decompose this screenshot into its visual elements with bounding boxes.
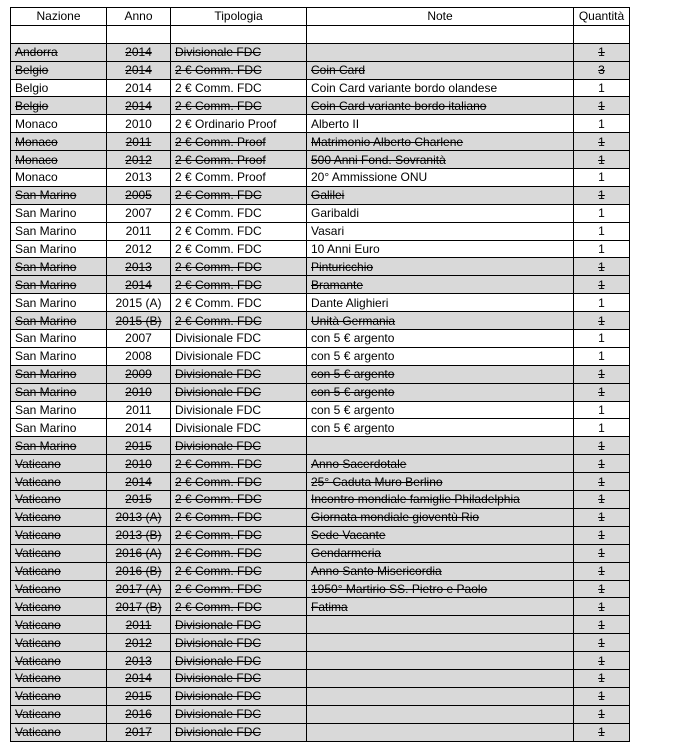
table-row: [11, 473, 630, 491]
cell-quantita: 1: [574, 544, 630, 562]
cell-nazione: Vaticano: [11, 508, 107, 526]
cell-nazione: San Marino: [11, 312, 107, 330]
cell-tipologia: 2 € Comm. FDC: [171, 186, 307, 204]
cell-note: Coin Card variante bordo italiano: [307, 97, 574, 115]
cell-note: [307, 25, 574, 43]
cell-nazione: San Marino: [11, 240, 107, 258]
cell-nazione: San Marino: [11, 186, 107, 204]
cell-nazione: San Marino: [11, 347, 107, 365]
cell-tipologia: Divisionale FDC: [171, 401, 307, 419]
cell-nazione: San Marino: [11, 401, 107, 419]
cell-anno: 2016: [107, 705, 171, 723]
cell-nazione: San Marino: [11, 419, 107, 437]
table-row: [11, 330, 630, 348]
cell-anno: 2007: [107, 330, 171, 348]
header-anno: Anno: [107, 8, 171, 26]
header-quantita: Quantità: [574, 8, 630, 26]
table-row: [11, 455, 630, 473]
cell-tipologia: Divisionale FDC: [171, 383, 307, 401]
table-row: [11, 294, 630, 312]
cell-tipologia: 2 € Comm. FDC: [171, 580, 307, 598]
cell-anno: 2014: [107, 43, 171, 61]
table-row: [11, 437, 630, 455]
cell-note: 20° Ammissione ONU: [307, 169, 574, 187]
cell-nazione: San Marino: [11, 276, 107, 294]
cell-anno: 2013: [107, 258, 171, 276]
cell-quantita: 1: [574, 365, 630, 383]
table-row: [11, 669, 630, 687]
cell-quantita: 1: [574, 276, 630, 294]
cell-note: [307, 669, 574, 687]
cell-nazione: Vaticano: [11, 473, 107, 491]
cell-anno: 2011: [107, 616, 171, 634]
cell-note: Garibaldi: [307, 204, 574, 222]
cell-anno: 2014: [107, 419, 171, 437]
cell-nazione: Vaticano: [11, 562, 107, 580]
table-row: [11, 616, 630, 634]
cell-nazione: San Marino: [11, 294, 107, 312]
cell-note: Giornata mondiale gioventù Rio: [307, 508, 574, 526]
table-row: [11, 186, 630, 204]
cell-note: 10 Anni Euro: [307, 240, 574, 258]
cell-note: con 5 € argento: [307, 330, 574, 348]
cell-anno: 2012: [107, 240, 171, 258]
cell-tipologia: 2 € Comm. FDC: [171, 61, 307, 79]
cell-note: Vasari: [307, 222, 574, 240]
cell-tipologia: 2 € Comm. FDC: [171, 294, 307, 312]
cell-anno: 2013 (B): [107, 526, 171, 544]
table-row: [11, 687, 630, 705]
cell-quantita: 1: [574, 97, 630, 115]
cell-anno: 2007: [107, 204, 171, 222]
cell-note: [307, 43, 574, 61]
cell-quantita: 1: [574, 151, 630, 169]
cell-quantita: 1: [574, 294, 630, 312]
cell-quantita: 1: [574, 437, 630, 455]
cell-note: Anno Santo Misericordia: [307, 562, 574, 580]
cell-quantita: 1: [574, 723, 630, 741]
cell-tipologia: Divisionale FDC: [171, 687, 307, 705]
cell-quantita: 1: [574, 43, 630, 61]
cell-nazione: Vaticano: [11, 598, 107, 616]
cell-note: [307, 652, 574, 670]
cell-tipologia: 2 € Comm. FDC: [171, 204, 307, 222]
table-row: [11, 79, 630, 97]
cell-quantita: 1: [574, 705, 630, 723]
cell-note: [307, 723, 574, 741]
cell-note: 500 Anni Fond. Sovranità: [307, 151, 574, 169]
cell-quantita: 1: [574, 347, 630, 365]
cell-anno: 2014: [107, 669, 171, 687]
cell-tipologia: Divisionale FDC: [171, 669, 307, 687]
cell-anno: 2012: [107, 151, 171, 169]
cell-note: con 5 € argento: [307, 419, 574, 437]
cell-anno: 2010: [107, 383, 171, 401]
cell-nazione: San Marino: [11, 330, 107, 348]
cell-nazione: San Marino: [11, 437, 107, 455]
cell-anno: 2014: [107, 61, 171, 79]
cell-anno: 2015: [107, 687, 171, 705]
table-row: [11, 544, 630, 562]
cell-anno: 2010: [107, 455, 171, 473]
cell-quantita: [574, 25, 630, 43]
table-row: [11, 240, 630, 258]
cell-note: Fatima: [307, 598, 574, 616]
table-row: [11, 652, 630, 670]
cell-note: Galilei: [307, 186, 574, 204]
table-row: [11, 43, 630, 61]
cell-tipologia: Divisionale FDC: [171, 723, 307, 741]
cell-tipologia: 2 € Comm. FDC: [171, 473, 307, 491]
table-row: [11, 723, 630, 741]
cell-quantita: 1: [574, 330, 630, 348]
cell-note: 1950° Martirio SS. Pietro e Paolo: [307, 580, 574, 598]
table-body: [11, 25, 630, 741]
cell-quantita: 1: [574, 598, 630, 616]
coin-inventory-table: [10, 7, 630, 742]
table-row: [11, 401, 630, 419]
cell-quantita: 1: [574, 473, 630, 491]
cell-nazione: Belgio: [11, 79, 107, 97]
table-row: [11, 526, 630, 544]
cell-quantita: 1: [574, 222, 630, 240]
cell-tipologia: Divisionale FDC: [171, 616, 307, 634]
table-row: [11, 169, 630, 187]
cell-nazione: Belgio: [11, 61, 107, 79]
cell-tipologia: 2 € Comm. Proof: [171, 151, 307, 169]
cell-nazione: Vaticano: [11, 634, 107, 652]
cell-quantita: 3: [574, 61, 630, 79]
cell-note: con 5 € argento: [307, 347, 574, 365]
cell-anno: 2014: [107, 473, 171, 491]
cell-tipologia: 2 € Comm. FDC: [171, 258, 307, 276]
cell-tipologia: 2 € Comm. FDC: [171, 312, 307, 330]
cell-nazione: Vaticano: [11, 455, 107, 473]
cell-note: Sede Vacante: [307, 526, 574, 544]
table-row: [11, 580, 630, 598]
table-row: [11, 508, 630, 526]
header-tipologia: Tipologia: [171, 8, 307, 26]
cell-anno: 2015 (A): [107, 294, 171, 312]
table-row: [11, 312, 630, 330]
cell-tipologia: 2 € Comm. FDC: [171, 276, 307, 294]
cell-anno: 2012: [107, 634, 171, 652]
cell-nazione: Vaticano: [11, 687, 107, 705]
cell-tipologia: Divisionale FDC: [171, 330, 307, 348]
cell-quantita: 1: [574, 669, 630, 687]
cell-quantita: 1: [574, 115, 630, 133]
cell-tipologia: 2 € Comm. FDC: [171, 240, 307, 258]
cell-tipologia: Divisionale FDC: [171, 652, 307, 670]
cell-tipologia: Divisionale FDC: [171, 43, 307, 61]
cell-quantita: 1: [574, 652, 630, 670]
table-row: [11, 115, 630, 133]
cell-quantita: 1: [574, 258, 630, 276]
table-row: [11, 562, 630, 580]
cell-note: Dante Alighieri: [307, 294, 574, 312]
cell-quantita: 1: [574, 240, 630, 258]
cell-quantita: 1: [574, 401, 630, 419]
cell-tipologia: Divisionale FDC: [171, 705, 307, 723]
cell-anno: 2015: [107, 437, 171, 455]
table-row: [11, 204, 630, 222]
cell-note: [307, 705, 574, 723]
cell-nazione: [11, 25, 107, 43]
cell-anno: 2013: [107, 169, 171, 187]
cell-note: Gendarmeria: [307, 544, 574, 562]
cell-quantita: 1: [574, 169, 630, 187]
cell-note: Unità Germania: [307, 312, 574, 330]
cell-quantita: 1: [574, 79, 630, 97]
cell-anno: 2005: [107, 186, 171, 204]
table-row: [11, 705, 630, 723]
cell-nazione: Monaco: [11, 133, 107, 151]
cell-note: Incontro mondiale famiglie Philadelphia: [307, 491, 574, 509]
cell-tipologia: 2 € Comm. FDC: [171, 598, 307, 616]
cell-nazione: Belgio: [11, 97, 107, 115]
cell-tipologia: 2 € Comm. FDC: [171, 79, 307, 97]
cell-tipologia: Divisionale FDC: [171, 347, 307, 365]
cell-anno: 2014: [107, 79, 171, 97]
cell-nazione: Monaco: [11, 169, 107, 187]
cell-nazione: Andorra: [11, 43, 107, 61]
cell-anno: 2009: [107, 365, 171, 383]
table-row: [11, 276, 630, 294]
cell-quantita: 1: [574, 580, 630, 598]
cell-anno: 2014: [107, 276, 171, 294]
cell-nazione: San Marino: [11, 383, 107, 401]
cell-nazione: Vaticano: [11, 491, 107, 509]
cell-anno: 2017: [107, 723, 171, 741]
cell-note: 25° Caduta Muro Berlino: [307, 473, 574, 491]
cell-note: [307, 437, 574, 455]
cell-anno: 2016 (A): [107, 544, 171, 562]
cell-anno: 2011: [107, 401, 171, 419]
cell-anno: 2013: [107, 652, 171, 670]
cell-quantita: 1: [574, 491, 630, 509]
cell-note: Pinturicchio: [307, 258, 574, 276]
cell-nazione: San Marino: [11, 365, 107, 383]
table-row: [11, 25, 630, 43]
cell-anno: 2013 (A): [107, 508, 171, 526]
cell-note: [307, 687, 574, 705]
cell-nazione: Vaticano: [11, 580, 107, 598]
cell-note: Anno Sacerdotale: [307, 455, 574, 473]
cell-anno: 2011: [107, 133, 171, 151]
cell-quantita: 1: [574, 687, 630, 705]
cell-anno: 2008: [107, 347, 171, 365]
cell-nazione: Monaco: [11, 151, 107, 169]
table-row: [11, 133, 630, 151]
header-note: Note: [307, 8, 574, 26]
cell-note: Coin Card: [307, 61, 574, 79]
cell-anno: 2015: [107, 491, 171, 509]
table-row: [11, 258, 630, 276]
table-row: [11, 347, 630, 365]
table-row: [11, 419, 630, 437]
cell-tipologia: 2 € Comm. FDC: [171, 544, 307, 562]
cell-anno: 2011: [107, 222, 171, 240]
cell-nazione: Vaticano: [11, 723, 107, 741]
cell-quantita: 1: [574, 526, 630, 544]
cell-tipologia: 2 € Comm. FDC: [171, 97, 307, 115]
cell-anno: [107, 25, 171, 43]
cell-nazione: Vaticano: [11, 526, 107, 544]
cell-anno: 2010: [107, 115, 171, 133]
cell-note: Matrimonio Alberto Charlene: [307, 133, 574, 151]
cell-note: [307, 634, 574, 652]
cell-anno: 2017 (B): [107, 598, 171, 616]
cell-quantita: 1: [574, 204, 630, 222]
cell-quantita: 1: [574, 186, 630, 204]
cell-tipologia: 2 € Comm. FDC: [171, 526, 307, 544]
table-row: [11, 222, 630, 240]
cell-quantita: 1: [574, 133, 630, 151]
cell-anno: 2014: [107, 97, 171, 115]
cell-note: Coin Card variante bordo olandese: [307, 79, 574, 97]
cell-tipologia: [171, 25, 307, 43]
table-row: [11, 491, 630, 509]
cell-tipologia: 2 € Comm. FDC: [171, 455, 307, 473]
header-nazione: Nazione: [11, 8, 107, 26]
cell-tipologia: Divisionale FDC: [171, 365, 307, 383]
cell-nazione: Vaticano: [11, 652, 107, 670]
cell-anno: 2015 (B): [107, 312, 171, 330]
cell-tipologia: 2 € Comm. FDC: [171, 222, 307, 240]
cell-nazione: San Marino: [11, 258, 107, 276]
cell-tipologia: 2 € Comm. FDC: [171, 562, 307, 580]
cell-quantita: 1: [574, 508, 630, 526]
cell-note: [307, 616, 574, 634]
cell-note: Bramante: [307, 276, 574, 294]
cell-quantita: 1: [574, 616, 630, 634]
cell-tipologia: 2 € Comm. FDC: [171, 508, 307, 526]
table-row: [11, 598, 630, 616]
cell-nazione: Monaco: [11, 115, 107, 133]
cell-tipologia: 2 € Comm. FDC: [171, 491, 307, 509]
cell-nazione: Vaticano: [11, 705, 107, 723]
cell-note: con 5 € argento: [307, 365, 574, 383]
cell-nazione: Vaticano: [11, 544, 107, 562]
cell-quantita: 1: [574, 634, 630, 652]
cell-tipologia: Divisionale FDC: [171, 419, 307, 437]
table-row: [11, 97, 630, 115]
table-row: [11, 383, 630, 401]
cell-tipologia: Divisionale FDC: [171, 634, 307, 652]
cell-nazione: Vaticano: [11, 616, 107, 634]
cell-quantita: 1: [574, 312, 630, 330]
cell-note: con 5 € argento: [307, 383, 574, 401]
cell-quantita: 1: [574, 419, 630, 437]
cell-quantita: 1: [574, 562, 630, 580]
cell-nazione: Vaticano: [11, 669, 107, 687]
cell-tipologia: 2 € Comm. Proof: [171, 133, 307, 151]
cell-nazione: San Marino: [11, 204, 107, 222]
cell-tipologia: 2 € Comm. Proof: [171, 169, 307, 187]
cell-nazione: San Marino: [11, 222, 107, 240]
cell-tipologia: Divisionale FDC: [171, 437, 307, 455]
cell-note: Alberto II: [307, 115, 574, 133]
cell-tipologia: 2 € Ordinario Proof: [171, 115, 307, 133]
cell-note: con 5 € argento: [307, 401, 574, 419]
cell-anno: 2016 (B): [107, 562, 171, 580]
cell-anno: 2017 (A): [107, 580, 171, 598]
cell-quantita: 1: [574, 455, 630, 473]
table-row: [11, 634, 630, 652]
table-row: [11, 365, 630, 383]
header-row: [11, 8, 630, 26]
table-row: [11, 61, 630, 79]
cell-quantita: 1: [574, 383, 630, 401]
table-row: [11, 151, 630, 169]
